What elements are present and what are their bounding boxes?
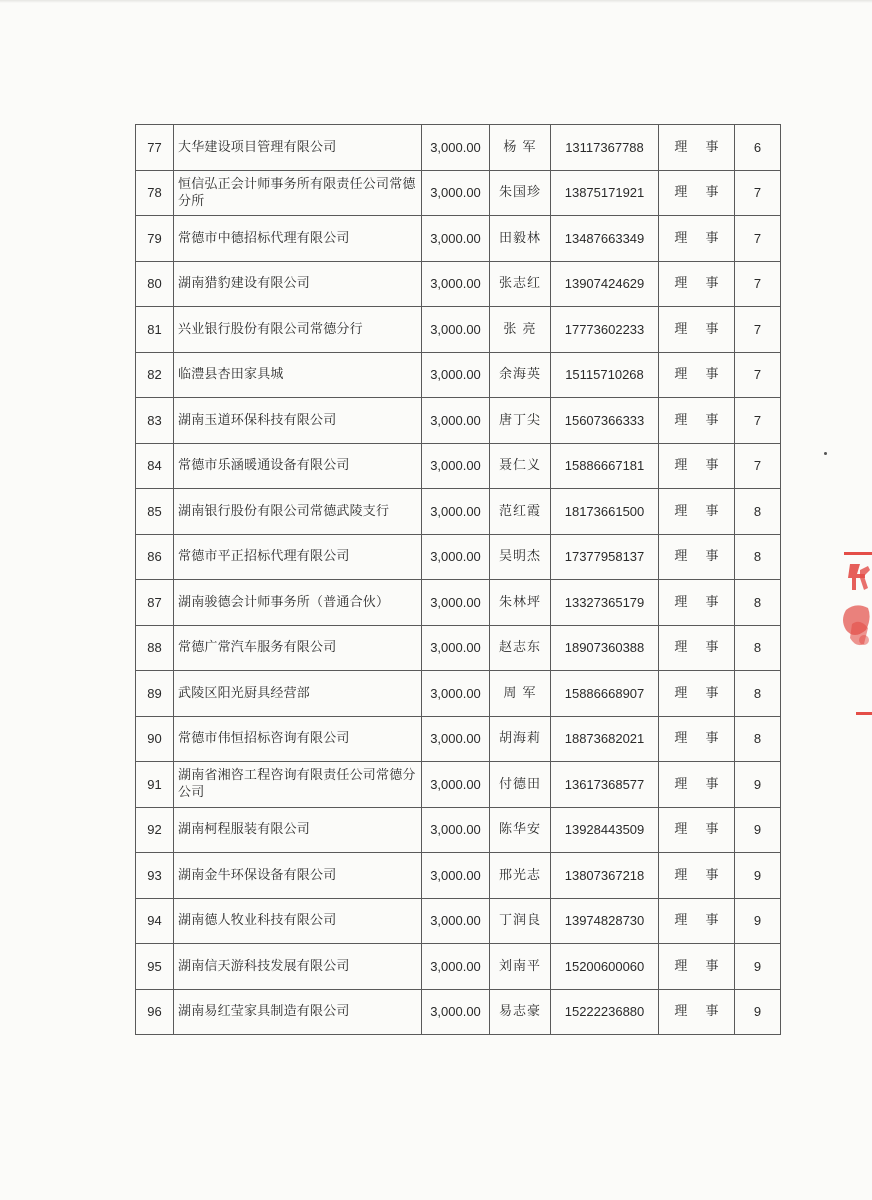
scan-speck <box>824 452 827 455</box>
contact-person: 朱国珍 <box>490 170 551 216</box>
phone-number: 13807367218 <box>551 853 659 899</box>
group-number: 7 <box>735 352 781 398</box>
organization-name: 常德市平正招标代理有限公司 <box>174 534 422 580</box>
contact-person: 张志红 <box>490 261 551 307</box>
group-number: 7 <box>735 443 781 489</box>
fee-amount: 3,000.00 <box>422 716 490 762</box>
phone-number: 18873682021 <box>551 716 659 762</box>
organization-name: 大华建设项目管理有限公司 <box>174 125 422 171</box>
member-role: 理 事 <box>659 762 735 808</box>
phone-number: 15200600060 <box>551 944 659 990</box>
row-number: 79 <box>136 216 174 262</box>
phone-number: 13327365179 <box>551 580 659 626</box>
organization-name: 湖南骏德会计师事务所（普通合伙） <box>174 580 422 626</box>
table-row <box>136 398 781 444</box>
group-number: 7 <box>735 398 781 444</box>
phone-number: 15886668907 <box>551 671 659 717</box>
group-number: 8 <box>735 671 781 717</box>
fee-amount: 3,000.00 <box>422 807 490 853</box>
phone-number: 13117367788 <box>551 125 659 171</box>
member-role: 理 事 <box>659 989 735 1035</box>
organization-name: 湖南省湘咨工程咨询有限责任公司常德分公司 <box>174 762 422 808</box>
contact-person: 周 军 <box>490 671 551 717</box>
fee-amount: 3,000.00 <box>422 443 490 489</box>
member-role: 理 事 <box>659 807 735 853</box>
fee-amount: 3,000.00 <box>422 352 490 398</box>
row-number: 87 <box>136 580 174 626</box>
fee-amount: 3,000.00 <box>422 398 490 444</box>
member-table <box>135 124 781 1035</box>
organization-name: 湖南金牛环保设备有限公司 <box>174 853 422 899</box>
group-number: 6 <box>735 125 781 171</box>
member-role: 理 事 <box>659 534 735 580</box>
organization-name: 常德广常汽车服务有限公司 <box>174 625 422 671</box>
table-row <box>136 944 781 990</box>
organization-name: 湖南猎豹建设有限公司 <box>174 261 422 307</box>
group-number: 9 <box>735 944 781 990</box>
fee-amount: 3,000.00 <box>422 261 490 307</box>
member-role: 理 事 <box>659 489 735 535</box>
fee-amount: 3,000.00 <box>422 853 490 899</box>
group-number: 7 <box>735 170 781 216</box>
group-number: 8 <box>735 580 781 626</box>
table-row <box>136 671 781 717</box>
phone-number: 13928443509 <box>551 807 659 853</box>
group-number: 7 <box>735 307 781 353</box>
member-role: 理 事 <box>659 671 735 717</box>
group-number: 7 <box>735 261 781 307</box>
row-number: 77 <box>136 125 174 171</box>
table-row <box>136 534 781 580</box>
table-row <box>136 352 781 398</box>
fee-amount: 3,000.00 <box>422 534 490 580</box>
table-row <box>136 443 781 489</box>
member-role: 理 事 <box>659 443 735 489</box>
fee-amount: 3,000.00 <box>422 898 490 944</box>
contact-person: 张 亮 <box>490 307 551 353</box>
contact-person: 范红霞 <box>490 489 551 535</box>
group-number: 9 <box>735 898 781 944</box>
phone-number: 13974828730 <box>551 898 659 944</box>
organization-name: 湖南玉道环保科技有限公司 <box>174 398 422 444</box>
fee-amount: 3,000.00 <box>422 762 490 808</box>
fee-amount: 3,000.00 <box>422 625 490 671</box>
contact-person: 余海英 <box>490 352 551 398</box>
organization-name: 临澧县杏田家具城 <box>174 352 422 398</box>
group-number: 7 <box>735 216 781 262</box>
fee-amount: 3,000.00 <box>422 580 490 626</box>
organization-name: 湖南柯程服装有限公司 <box>174 807 422 853</box>
contact-person: 刘南平 <box>490 944 551 990</box>
row-number: 96 <box>136 989 174 1035</box>
fee-amount: 3,000.00 <box>422 216 490 262</box>
member-role: 理 事 <box>659 853 735 899</box>
contact-person: 田毅林 <box>490 216 551 262</box>
phone-number: 13907424629 <box>551 261 659 307</box>
table-row <box>136 125 781 171</box>
group-number: 8 <box>735 534 781 580</box>
member-role: 理 事 <box>659 352 735 398</box>
table-row <box>136 762 781 808</box>
contact-person: 胡海莉 <box>490 716 551 762</box>
contact-person: 丁润良 <box>490 898 551 944</box>
row-number: 95 <box>136 944 174 990</box>
table-row <box>136 898 781 944</box>
group-number: 8 <box>735 625 781 671</box>
row-number: 82 <box>136 352 174 398</box>
fee-amount: 3,000.00 <box>422 944 490 990</box>
fee-amount: 3,000.00 <box>422 671 490 717</box>
table-row <box>136 625 781 671</box>
contact-person: 邢光志 <box>490 853 551 899</box>
row-number: 92 <box>136 807 174 853</box>
member-role: 理 事 <box>659 398 735 444</box>
contact-person: 杨 军 <box>490 125 551 171</box>
table-row <box>136 716 781 762</box>
contact-person: 朱林坪 <box>490 580 551 626</box>
organization-name: 湖南易红莹家具制造有限公司 <box>174 989 422 1035</box>
contact-person: 赵志东 <box>490 625 551 671</box>
group-number: 9 <box>735 807 781 853</box>
contact-person: 吴明杰 <box>490 534 551 580</box>
member-role: 理 事 <box>659 307 735 353</box>
row-number: 81 <box>136 307 174 353</box>
member-role: 理 事 <box>659 216 735 262</box>
organization-name: 常德市乐涵暖通设备有限公司 <box>174 443 422 489</box>
organization-name: 兴业银行股份有限公司常德分行 <box>174 307 422 353</box>
red-seal-fragment-icon <box>838 540 872 730</box>
organization-name: 常德市中德招标代理有限公司 <box>174 216 422 262</box>
table-row <box>136 307 781 353</box>
row-number: 89 <box>136 671 174 717</box>
row-number: 85 <box>136 489 174 535</box>
row-number: 78 <box>136 170 174 216</box>
organization-name: 恒信弘正会计师事务所有限责任公司常德分所 <box>174 170 422 216</box>
member-role: 理 事 <box>659 170 735 216</box>
row-number: 94 <box>136 898 174 944</box>
member-table-body <box>136 125 781 1035</box>
phone-number: 13487663349 <box>551 216 659 262</box>
phone-number: 17773602233 <box>551 307 659 353</box>
phone-number: 15222236880 <box>551 989 659 1035</box>
phone-number: 15886667181 <box>551 443 659 489</box>
group-number: 9 <box>735 853 781 899</box>
group-number: 9 <box>735 989 781 1035</box>
contact-person: 唐丁尖 <box>490 398 551 444</box>
organization-name: 湖南德人牧业科技有限公司 <box>174 898 422 944</box>
member-role: 理 事 <box>659 944 735 990</box>
organization-name: 常德市伟恒招标咨询有限公司 <box>174 716 422 762</box>
phone-number: 15115710268 <box>551 352 659 398</box>
fee-amount: 3,000.00 <box>422 307 490 353</box>
fee-amount: 3,000.00 <box>422 989 490 1035</box>
table-row <box>136 261 781 307</box>
phone-number: 13875171921 <box>551 170 659 216</box>
table-row <box>136 807 781 853</box>
contact-person: 聂仁义 <box>490 443 551 489</box>
contact-person: 易志豪 <box>490 989 551 1035</box>
table-row <box>136 853 781 899</box>
member-role: 理 事 <box>659 125 735 171</box>
row-number: 84 <box>136 443 174 489</box>
member-role: 理 事 <box>659 261 735 307</box>
contact-person: 陈华安 <box>490 807 551 853</box>
row-number: 80 <box>136 261 174 307</box>
group-number: 8 <box>735 489 781 535</box>
group-number: 8 <box>735 716 781 762</box>
row-number: 86 <box>136 534 174 580</box>
phone-number: 18173661500 <box>551 489 659 535</box>
table-row <box>136 989 781 1035</box>
row-number: 88 <box>136 625 174 671</box>
fee-amount: 3,000.00 <box>422 489 490 535</box>
organization-name: 湖南信天游科技发展有限公司 <box>174 944 422 990</box>
table-row <box>136 170 781 216</box>
table-row <box>136 489 781 535</box>
phone-number: 13617368577 <box>551 762 659 808</box>
member-role: 理 事 <box>659 716 735 762</box>
table-row <box>136 580 781 626</box>
phone-number: 15607366333 <box>551 398 659 444</box>
phone-number: 18907360388 <box>551 625 659 671</box>
organization-name: 武陵区阳光厨具经营部 <box>174 671 422 717</box>
row-number: 93 <box>136 853 174 899</box>
member-role: 理 事 <box>659 625 735 671</box>
fee-amount: 3,000.00 <box>422 125 490 171</box>
contact-person: 付德田 <box>490 762 551 808</box>
member-role: 理 事 <box>659 580 735 626</box>
fee-amount: 3,000.00 <box>422 170 490 216</box>
table-row <box>136 216 781 262</box>
row-number: 91 <box>136 762 174 808</box>
group-number: 9 <box>735 762 781 808</box>
member-role: 理 事 <box>659 898 735 944</box>
row-number: 90 <box>136 716 174 762</box>
scan-top-edge <box>0 0 872 3</box>
row-number: 83 <box>136 398 174 444</box>
organization-name: 湖南银行股份有限公司常德武陵支行 <box>174 489 422 535</box>
phone-number: 17377958137 <box>551 534 659 580</box>
